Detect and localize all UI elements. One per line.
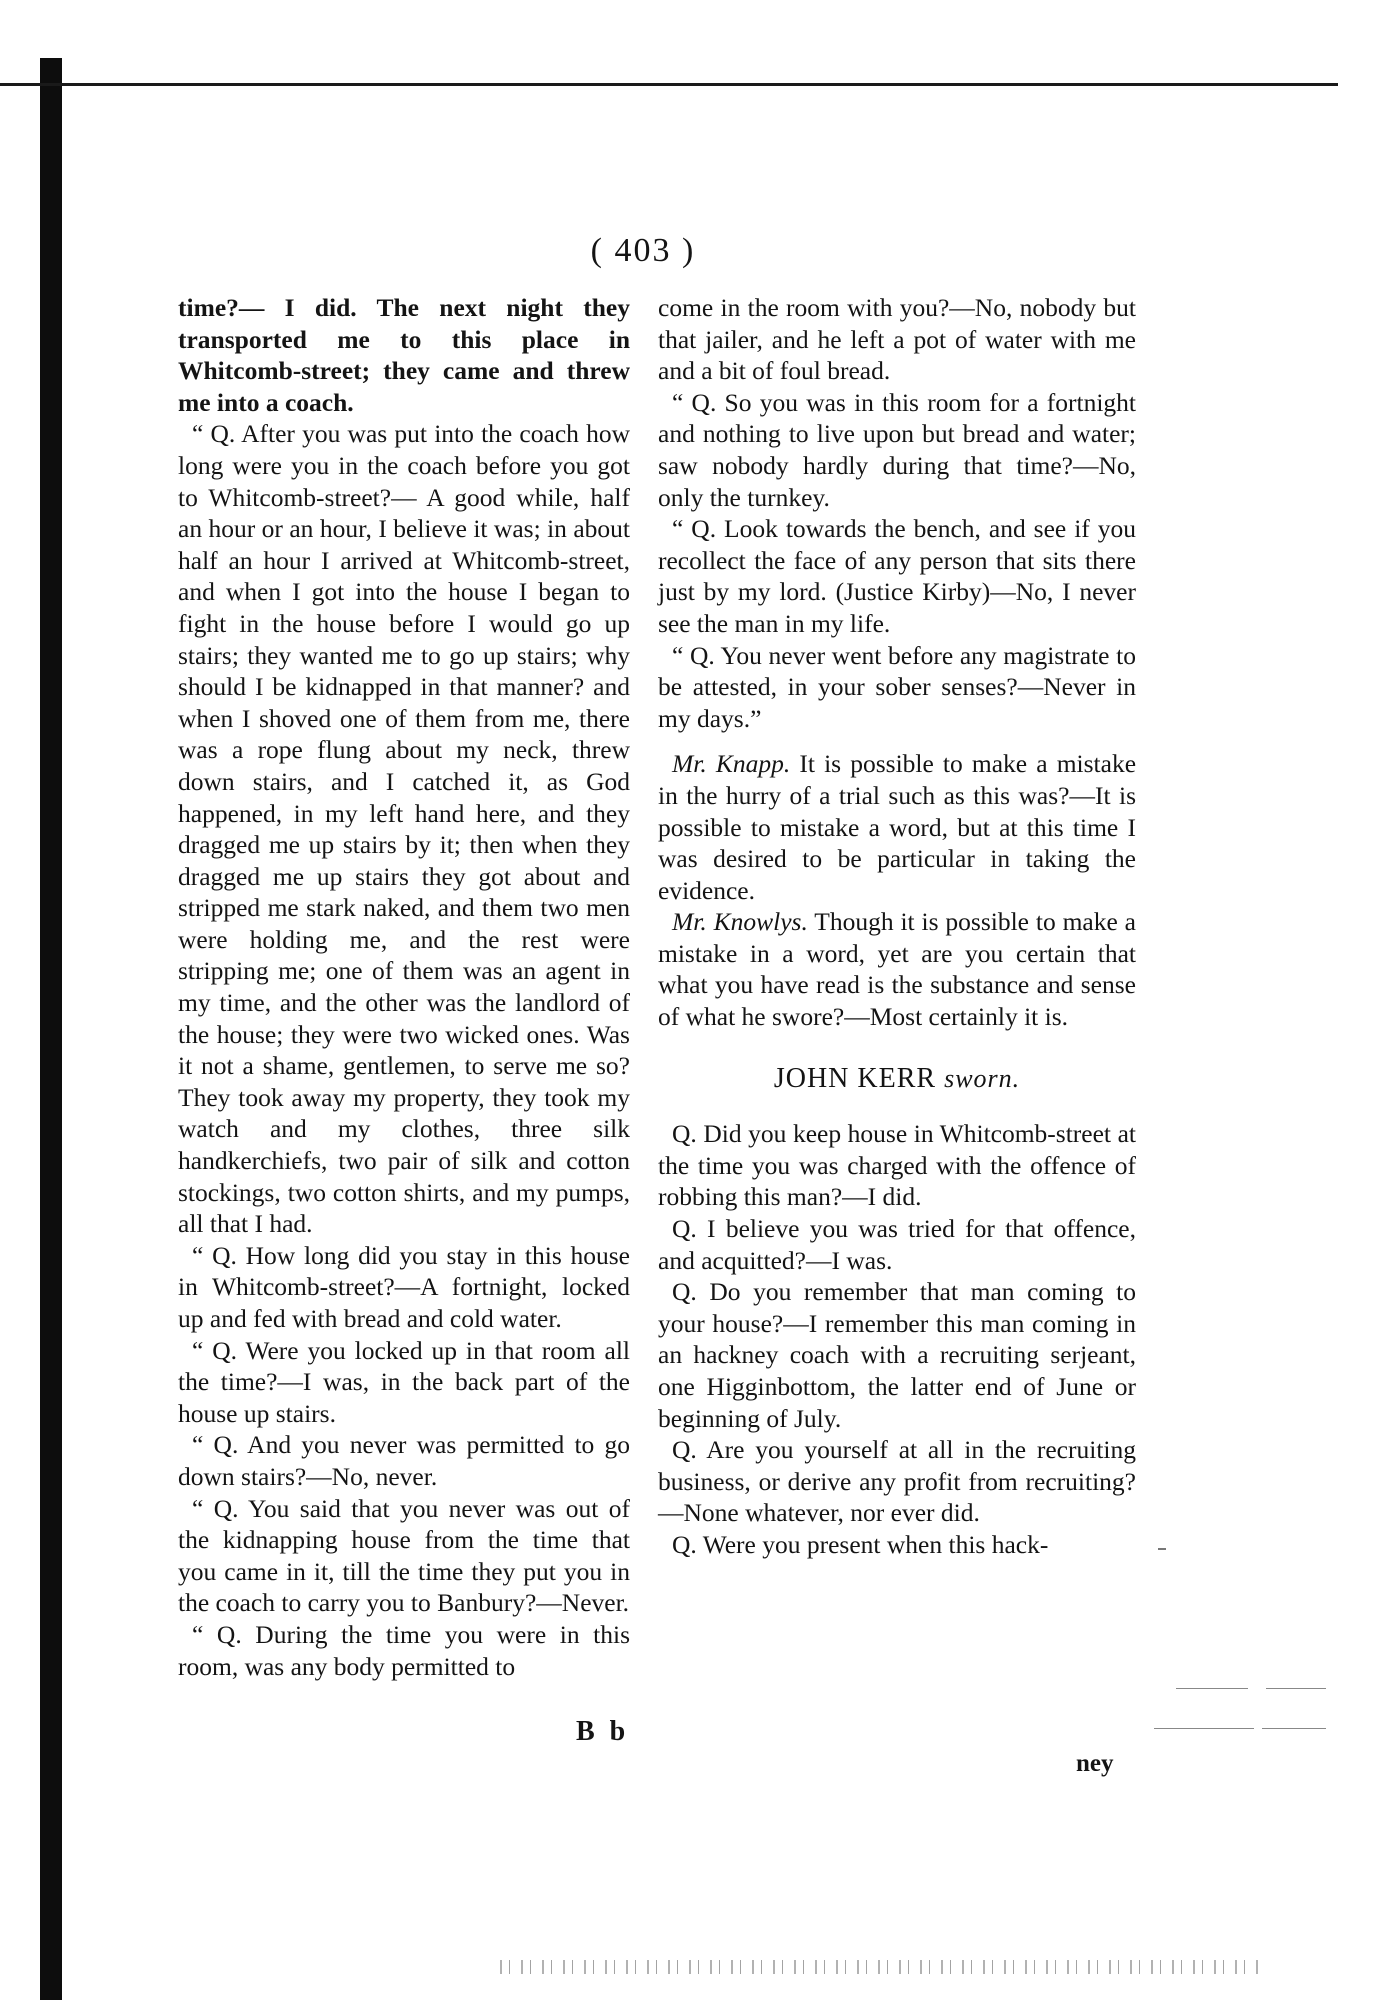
knowlys-text: Though it is possible to make a mistake in a word, yet are you certain that what you have read is the substance and sense of what he swore?—Most certainly it is.	[658, 907, 1136, 1032]
kerr-paragraph-4: Q. Are you yourself at all in the recruiting business, or derive any profit from recruiting?—None whatever, nor ever did.	[658, 1435, 1136, 1528]
right-column	[658, 292, 1136, 1561]
left-paragraph-3: “ Q. How long did you stay in this house in Whitcomb-street?—A fortnight, locked up and fed with bread and cold water.	[178, 1240, 630, 1333]
margin-speck	[1158, 1548, 1166, 1550]
kerr-paragraph-2: Q. I believe you was tried for that offence, and acquitted?—I was.	[658, 1214, 1136, 1275]
margin-dash	[1262, 1728, 1326, 1729]
margin-dash	[1266, 1688, 1326, 1689]
right-paragraph-3: “ Q. Look towards the bench, and see if you recollect the face of any person that sits there just by my lord. (Justice Kirby)—No, I never see the man in my life.	[658, 514, 1136, 638]
left-paragraph-4: “ Q. Were you locked up in that room all the time?—I was, in the back part of the house up stairs.	[178, 1335, 630, 1428]
witness-name: JOHN KERR	[773, 1062, 937, 1094]
right-paragraph-1: come in the room with you?—No, nobody but that jailer, and he left a pot of water with me and a bit of foul bread.	[658, 293, 1136, 386]
left-column	[178, 292, 630, 1682]
page-number: ( 403 )	[590, 232, 696, 269]
scan-noise	[500, 1960, 1260, 1974]
kerr-paragraph-1: Q. Did you keep house in Whitcomb-street at the time you was charged with the offence of robbing this man?—I did.	[658, 1119, 1136, 1212]
catchword: ney	[1076, 1750, 1114, 1777]
knapp-text: It is possible to make a mistake in the hurry of a trial such as this was?—It is possible to mistake a word, but at this time I was desired to be particular in taking the evidence.	[658, 749, 1137, 905]
kerr-paragraph-3: Q. Do you remember that man coming to your house?—I remember this man coming in an hackney coach with a recruiting serjeant, one Higginbottom, the latter end of June or beginning of July.	[658, 1277, 1136, 1433]
margin-dash	[1176, 1688, 1248, 1689]
knowlys-paragraph	[658, 906, 1136, 1032]
left-paragraph-2: “ Q. After you was put into the coach how long were you in the coach before you got to Whitcomb-street?— A good while, half an hour or an hour, I believe it was; in about half an hour I arrived at Whitcomb-street, and when I got into the house I began to fight in the house before I would go up stairs; they wanted me to go up stairs; why should I be kidnapped in that manner? and when I shoved one of them from me, there was a rope flung about my neck, threw down stairs, and I catched it, as God happened, in my left hand here, and they dragged me up stairs by it; then when they dragged me up stairs they got about and stripped me stark naked, and them two men were holding me, and the rest were stripping me; one of them was an agent in my time, and the other was the landlord of the house; they were two wicked ones. Was it not a shame, gentlemen, to serve me so? They took away my property, they took my watch and my clothes, three silk handkerchiefs, two pair of silk and cotton stockings, two cotton shirts, and my pumps, all that I had.	[178, 419, 630, 1239]
binding-edge	[40, 58, 62, 2000]
margin-dash	[1154, 1728, 1254, 1729]
knapp-paragraph	[658, 748, 1136, 906]
left-paragraph-7: “ Q. During the time you were in this room, was any body permitted to	[178, 1619, 630, 1681]
kerr-paragraph-5: Q. Were you present when this hack-	[672, 1529, 1049, 1559]
left-paragraph-5: “ Q. And you never was permitted to go down stairs?—No, never.	[178, 1430, 630, 1491]
left-paragraph-1: time?— I did. The next night they transported me to this place in Whitcomb-street; they came and threw me into a coach.	[178, 293, 630, 417]
right-paragraph-2: “ Q. So you was in this room for a fortnight and nothing to live upon but bread and water; saw nobody hardly during that time?—No, only the turnkey.	[658, 387, 1136, 512]
left-paragraph-6: “ Q. You said that you never was out of the kidnapping house from the time that you came in it, till the time they put you in the coach to carry you to Banbury?—Never.	[178, 1493, 630, 1618]
witness-sworn: sworn.	[944, 1063, 1021, 1093]
right-paragraph-4: “ Q. You never went before any magistrate to be attested, in your sober senses?—Never in my days.”	[658, 640, 1136, 733]
knapp-speaker: Mr. Knapp.	[672, 749, 791, 779]
top-rule	[0, 83, 1338, 86]
knowlys-speaker: Mr. Knowlys.	[672, 907, 808, 937]
signature-mark: B b	[576, 1716, 630, 1747]
witness-heading	[658, 1063, 1136, 1095]
